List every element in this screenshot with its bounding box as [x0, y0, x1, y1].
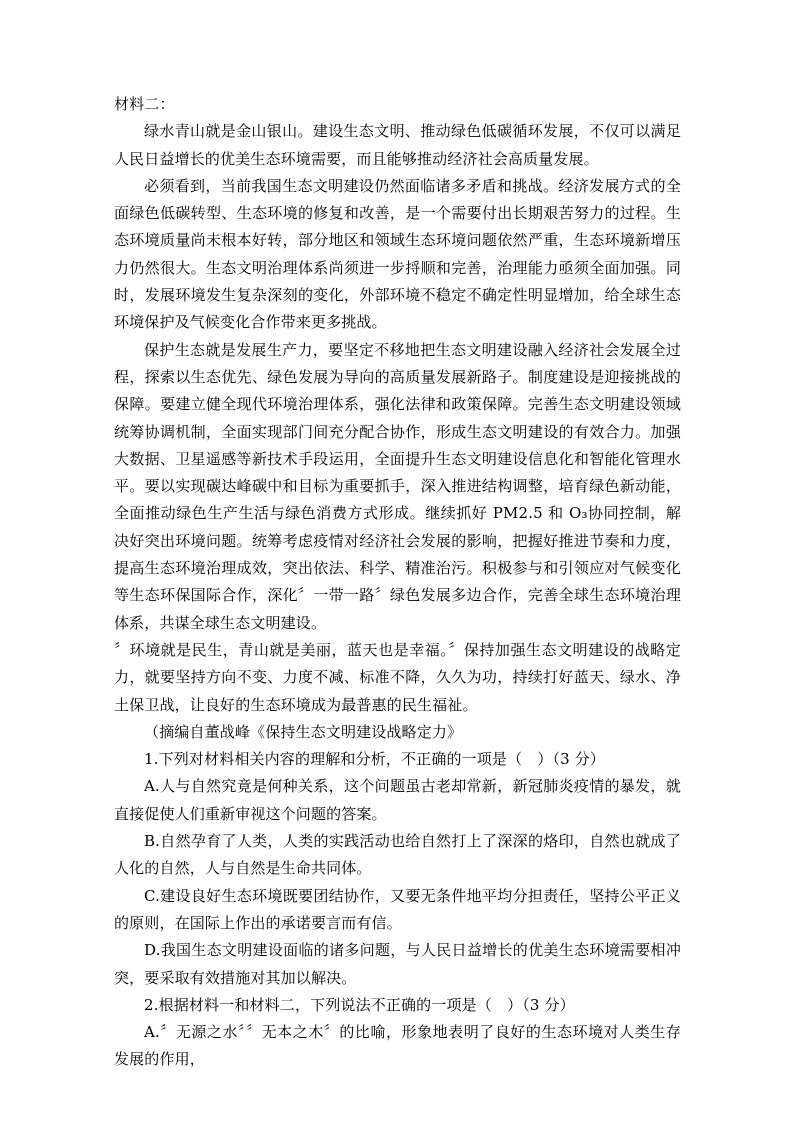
question-1-option-d: D.我国生态文明建设面临的诸多问题，与人民日益增长的优美生态环境需要相冲突，要采取有效措施对其加以解决。	[114, 941, 681, 987]
paragraph-2: 必须看到，当前我国生态文明建设仍然面临诸多矛盾和挑战。经济发展方式的全面绿色低碳转型、生态环境的修复和改善，是一个需要付出长期艰苦努力的过程。生态环境质量尚未根本好转，部分地区和领域生态环境问题依然严重，生态环境新增压力仍然很大。生态文明治理体系尚须进一步捋顺和完善，治理能力亟须全面加强。同时，发展环境发生复杂深刻的变化，外部环境不稳定不确定性明显增加，给全球生态环境保护及气候变化合作带来更多挑战。	[114, 176, 681, 332]
question-2-stem: 2.根据材料一和材料二，下列说法不正确的一项是（ ）（3 分）	[144, 995, 575, 1014]
question-2-option-a: A.〞无源之水〞〞无本之木〞的比喻，形象地表明了良好的生态环境对人类生存发展的作用，	[114, 1023, 681, 1069]
question-1-stem: 1.下列对材料相关内容的理解和分析，不正确的一项是（ ）（3 分）	[144, 750, 606, 769]
paragraph-4: 〞环境就是民生，青山就是美丽，蓝天也是幸福。〞保持加强生态文明建设的战略定力，就要坚持方向不变、力度不减、标准不降，久久为功，持续打好蓝天、绿水、净土保卫战，让良好的生态环境成为最普惠的民生福祉。	[114, 640, 681, 714]
question-1-option-a: A.人与自然究竟是何种关系，这个问题虽古老却常新，新冠肺炎疫情的暴发，就直接促使人们重新审视这个问题的答案。	[114, 777, 681, 823]
question-1-option-b: B.自然孕育了人类，人类的实践活动也给自然打上了深深的烙印，自然也就成了人化的自然，人与自然是生命共同体。	[114, 832, 681, 878]
question-1-option-c: C.建设良好生态环境既要团结协作，又要无条件地平均分担责任，坚持公平正义的原则，在国际上作出的承诺要言而有信。	[114, 886, 681, 932]
paragraph-3: 保护生态就是发展生产力，要坚定不移地把生态文明建设融入经济社会发展全过程，探索以生态优先、绿色发展为导向的高质量发展新路子。制度建设是迎接挑战的保障。要建立健全现代环境治理体系，强化法律和政策保障。完善生态文明建设领域统筹协调机制，全面实现部门间充分配合协作，形成生态文明建设的有效合力。加强大数据、卫星遥感等新技术手段运用，全面提升生态文明建设信息化和智能化管理水平。要以实现碳达峰碳中和目标为重要抓手，深入推进结构调整，培育绿色新动能，全面推动绿色生产生活与绿色消费方式形成。继续抓好 PM2.5 和 O₃协同控制，解决好突出环境问题。统筹考虑疫情对经济社会发展的影响，把握好推进节奏和力度，提高生态环境治理成效，突出依法、科学、精准治污。积极参与和引领应对气候变化等生态环保国际合作，深化〞一带一路〞绿色发展多边合作，完善全球生态环境治理体系，共谋全球生态文明建设。	[114, 340, 681, 632]
document-page	[114, 91, 681, 1074]
paragraph-1: 绿水青山就是金山银山。建设生态文明、推动绿色低碳循环发展，不仅可以满足人民日益增长的优美生态环境需要，而且能够推动经济社会高质量发展。	[114, 122, 681, 168]
material-title: 材料二：	[114, 95, 175, 113]
source-citation: （摘编自董战峰《保持生态文明建设战略定力》	[144, 722, 463, 741]
